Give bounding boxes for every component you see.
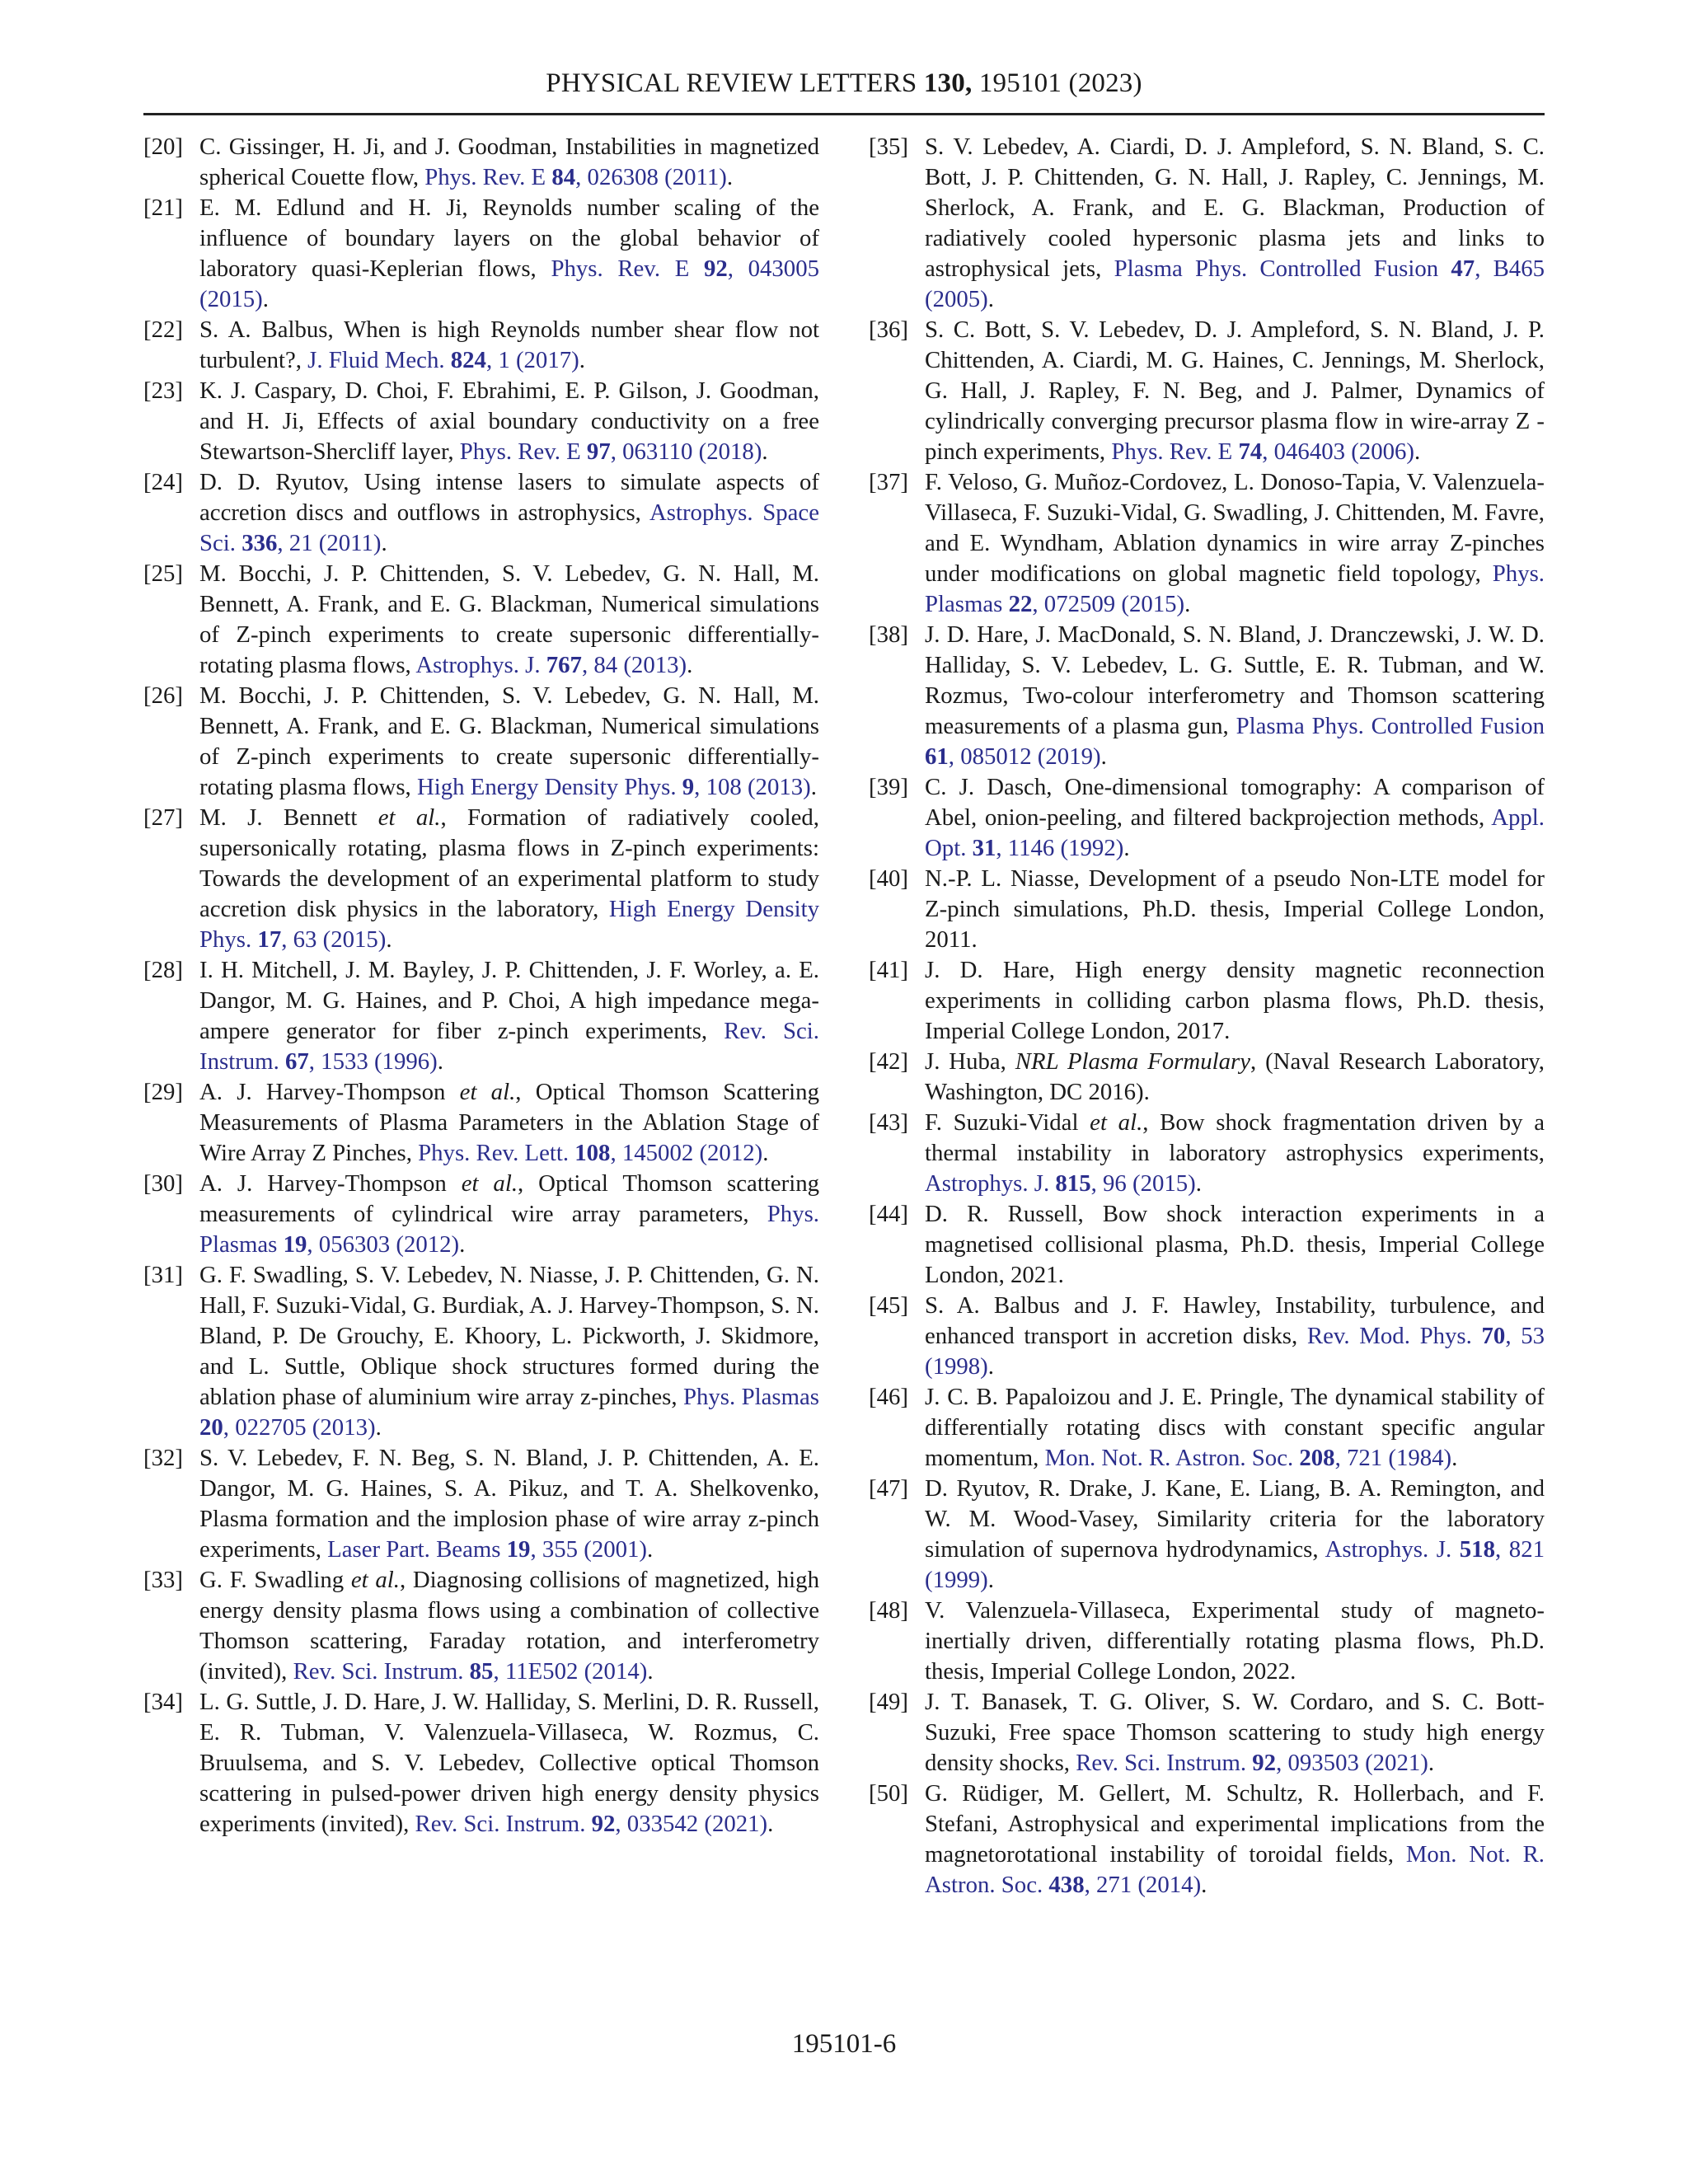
- reference-entry: [869, 1687, 1545, 1779]
- reference-text-segment: M. Bocchi, J. P. Chittenden, S. V. Lebedev, G. N. Hall, M. Bennett, A. Frank, and E. G. Blackman, Numerical simulations of Z-pinch experiments to create supersonic differentially-rotating plasma flows,: [199, 682, 819, 800]
- reference-text: [199, 1077, 819, 1169]
- reference-text: [199, 467, 819, 559]
- reference-text-segment: .: [1414, 438, 1421, 465]
- reference-text: [925, 1382, 1545, 1474]
- reference-text: [925, 315, 1545, 467]
- reference-text-segment: .: [987, 286, 994, 312]
- reference-text-segment: S. C. Bott, S. V. Lebedev, D. J. Ampleford, S. N. Bland, J. P. Chittenden, A. Ciardi, M. G. Haines, C. Jennings, M. Sherlock, G. Hall, J. Rapley, F. N. Beg, and J. Palmer, Dynamics of cylindrically converging precursor plasma flow in wire-array Z -pinch experiments,: [925, 316, 1545, 465]
- reference-number: [47]: [869, 1475, 908, 1502]
- citation-link[interactable]: , 11E502 (2014): [493, 1658, 648, 1685]
- citation-link[interactable]: 47: [1451, 255, 1475, 282]
- reference-text: [925, 1779, 1545, 1900]
- reference-entry: [143, 132, 819, 193]
- citation-link[interactable]: 31: [972, 835, 996, 861]
- reference-text-segment: I. H. Mitchell, J. M. Bayley, J. P. Chittenden, J. F. Worley, a. E. Dangor, M. G. Haines, and P. Choi, A high impedance mega-ampere generator for fiber z-pinch experiments,: [199, 957, 819, 1044]
- citation-link[interactable]: 67: [284, 1048, 309, 1075]
- reference-entry: [869, 772, 1545, 864]
- reference-text-segment: G. F. Swadling, S. V. Lebedev, N. Niasse, J. P. Chittenden, G. N. Hall, F. Suzuki-Vidal, G. Burdiak, A. J. Harvey-Thompson, S. N. Bland, P. De Grouchy, E. Khoory, L. Pickworth, J. Skidmore, and L. Suttle, Oblique shock structures formed during the ablation phase of aluminium wire array z-pinches,: [199, 1262, 819, 1410]
- citation-link[interactable]: , 043005 (2015): [199, 255, 820, 312]
- reference-number: [31]: [143, 1262, 183, 1288]
- citation-link[interactable]: Astrophys. J.: [415, 652, 546, 678]
- reference-number: [29]: [143, 1079, 183, 1105]
- reference-text-segment: .: [386, 926, 392, 953]
- reference-text-segment: .: [1451, 1445, 1458, 1471]
- reference-text: [925, 1474, 1545, 1596]
- citation-link[interactable]: 19: [283, 1231, 307, 1258]
- reference-entry: [869, 1596, 1545, 1687]
- reference-text-segment: .: [762, 438, 768, 465]
- reference-number: [23]: [143, 377, 183, 404]
- reference-text-segment: M. Bocchi, J. P. Chittenden, S. V. Lebedev, G. N. Hall, M. Bennett, A. Frank, and E. G. Blackman, Numerical simulations of Z-pinch experiments to create supersonic differentially-rotating plasma flows,: [199, 560, 819, 678]
- italic-text: et al.: [350, 1567, 400, 1593]
- reference-text: [925, 1199, 1545, 1291]
- reference-number: [46]: [869, 1384, 908, 1410]
- reference-entry: [869, 1291, 1545, 1382]
- citation-link[interactable]: High Energy Density Phys.: [199, 896, 819, 953]
- reference-text: [199, 1565, 819, 1687]
- citation-link[interactable]: Laser Part. Beams: [327, 1536, 507, 1563]
- reference-text-segment: E. M. Edlund and H. Ji, Reynolds number scaling of the influence of boundary layers on the global behavior of laboratory quasi-Keplerian flows,: [199, 194, 819, 282]
- reference-text-segment: V. Valenzuela-Villaseca, Experimental study of magneto-inertially driven, differentially rotating plasma flows, Ph.D. thesis, Imperial College London, 2022.: [925, 1597, 1545, 1685]
- reference-text-segment: N.-P. L. Niasse, Development of a pseudo Non-LTE model for Z-pinch simulations, Ph.D. thesis, Imperial College London, 2011.: [925, 865, 1545, 953]
- reference-text: [925, 864, 1545, 955]
- italic-text: et al.: [459, 1079, 516, 1105]
- reference-text-segment: .: [459, 1231, 466, 1258]
- citation-link[interactable]: Rev. Sci. Instrum.: [293, 1658, 470, 1685]
- reference-text-segment: , Formation of radiatively cooled, supersonically rotating, plasma flows in Z-pinch experiments: Towards the development of an experimental platform to study accretion disk physics in the laboratory,: [199, 804, 819, 922]
- citation-link[interactable]: , 271 (2014): [1084, 1872, 1202, 1898]
- reference-text: [199, 1169, 819, 1260]
- reference-entry: [143, 681, 819, 803]
- reference-text-segment: .: [810, 774, 817, 800]
- reference-text-segment: A. J. Harvey-Thompson: [199, 1170, 462, 1197]
- reference-text-segment: .: [262, 286, 269, 312]
- reference-text-segment: , Optical Thomson scattering measurements of cylindrical wire array parameters,: [199, 1170, 819, 1227]
- citation-link[interactable]: 208: [1299, 1445, 1335, 1471]
- reference-number: [39]: [869, 774, 908, 800]
- reference-text: [199, 955, 819, 1077]
- reference-entry: [143, 955, 819, 1077]
- reference-entry: [869, 1108, 1545, 1199]
- citation-link[interactable]: Rev. Sci. Instrum.: [199, 1018, 819, 1075]
- reference-text-segment: , (Naval Research Laboratory, Washington, DC 2016).: [925, 1048, 1545, 1105]
- article-number: 195101 (2023): [978, 68, 1142, 98]
- reference-text-segment: .: [726, 164, 734, 190]
- citation-link[interactable]: , 085012 (2019): [948, 743, 1101, 770]
- reference-entry: [869, 955, 1545, 1047]
- reference-entry: [143, 1169, 819, 1260]
- reference-number: [44]: [869, 1201, 908, 1227]
- reference-column-right: [869, 132, 1545, 1900]
- reference-text-segment: .: [1100, 743, 1107, 770]
- reference-text-segment: .: [1184, 591, 1191, 617]
- reference-text-segment: , Bow shock fragmentation driven by a thermal instability in laboratory astrophysics experiments,: [925, 1109, 1545, 1166]
- reference-number: [37]: [869, 469, 908, 495]
- reference-entry: [869, 620, 1545, 772]
- citation-link[interactable]: , 033542 (2021): [615, 1811, 768, 1837]
- reference-text: [925, 1596, 1545, 1687]
- citation-link[interactable]: Astrophys. J.: [1325, 1536, 1460, 1563]
- reference-text: [199, 1443, 819, 1565]
- citation-link[interactable]: , 108 (2013): [694, 774, 811, 800]
- italic-text: et al.: [461, 1170, 518, 1197]
- citation-link[interactable]: Rev. Mod. Phys.: [1306, 1323, 1482, 1349]
- reference-text: [925, 1687, 1545, 1779]
- reference-text: [925, 620, 1545, 772]
- citation-link[interactable]: , 96 (2015): [1090, 1170, 1196, 1197]
- reference-text: [199, 1687, 819, 1840]
- citation-link[interactable]: 438: [1048, 1872, 1085, 1898]
- citation-link[interactable]: , 145002 (2012): [610, 1140, 763, 1166]
- reference-text-segment: .: [647, 1536, 654, 1563]
- reference-entry: [143, 467, 819, 559]
- reference-text-segment: L. G. Suttle, J. D. Hare, J. W. Halliday, S. Merlini, D. R. Russell, E. R. Tubman, V. Valenzuela-Villaseca, W. Rozmus, C. Bruulsema, and S. V. Lebedev, Collective optical Thomson scattering in pulsed-power driven high energy density physics experiments (invited),: [199, 1689, 819, 1837]
- citation-link[interactable]: , 1533 (1996): [308, 1048, 438, 1075]
- reference-text: [199, 1260, 819, 1443]
- citation-link[interactable]: , 093503 (2021): [1276, 1750, 1428, 1776]
- citation-link[interactable]: 336: [241, 530, 278, 556]
- reference-number: [25]: [143, 560, 183, 587]
- reference-column-left: [143, 132, 819, 1840]
- citation-link[interactable]: 92: [703, 255, 728, 282]
- citation-link[interactable]: Rev. Sci. Instrum.: [415, 1811, 592, 1837]
- reference-entry: [869, 1382, 1545, 1474]
- citation-link[interactable]: 22: [1008, 591, 1033, 617]
- reference-entry: [143, 1687, 819, 1840]
- reference-text-segment: J. D. Hare, J. MacDonald, S. N. Bland, J. Dranczewski, J. W. D. Halliday, S. V. Lebedev, L. G. Suttle, E. R. Tubman, and W. Rozmus, Two-colour interferometry and Thomson scattering measurements of a plasma gun,: [925, 621, 1545, 739]
- reference-number: [43]: [869, 1109, 908, 1136]
- reference-text: [199, 803, 819, 955]
- reference-text: [925, 467, 1545, 620]
- reference-text-segment: S. V. Lebedev, A. Ciardi, D. J. Ampleford, S. N. Bland, S. C. Bott, J. P. Chittenden, G. N. Hall, J. Rapley, C. Jennings, M. Sherlock, A. Frank, and E. G. Blackman, Production of radiatively cooled hypersonic plasma jets and links to astrophysical jets,: [925, 134, 1545, 282]
- reference-number: [26]: [143, 682, 183, 709]
- citation-link[interactable]: , B465 (2005): [925, 255, 1545, 312]
- reference-entry: [869, 1474, 1545, 1596]
- reference-text-segment: S. V. Lebedev, F. N. Beg, S. N. Bland, J. P. Chittenden, A. E. Dangor, M. G. Haines, S. A. Pikuz, and T. A. Shelkovenko, Plasma formation and the implosion phase of wire array z-pinch experiments,: [199, 1445, 819, 1563]
- reference-entry: [143, 1260, 819, 1443]
- reference-entry: [869, 864, 1545, 955]
- reference-text-segment: K. J. Caspary, D. Choi, F. Ebrahimi, E. P. Gilson, J. Goodman, and H. Ji, Effects of axial boundary conductivity on a free Stewartson-Shercliff layer,: [199, 377, 819, 465]
- reference-text-segment: S. A. Balbus and J. F. Hawley, Instability, turbulence, and enhanced transport in accretion disks,: [925, 1292, 1545, 1349]
- reference-number: [48]: [869, 1597, 908, 1624]
- citation-link[interactable]: , 1 (2017): [485, 347, 579, 373]
- reference-entry: [869, 1199, 1545, 1291]
- reference-text-segment: F. Suzuki-Vidal: [925, 1109, 1090, 1136]
- reference-text-segment: .: [1201, 1872, 1207, 1898]
- citation-link[interactable]: Phys. Plasmas: [682, 1384, 819, 1410]
- citation-link[interactable]: , 072509 (2015): [1032, 591, 1185, 617]
- citation-link[interactable]: Mon. Not. R. Astron. Soc.: [925, 1841, 1545, 1898]
- reference-text-segment: G. F. Swadling: [199, 1567, 351, 1593]
- italic-text: NRL Plasma Formulary: [1015, 1048, 1250, 1075]
- citation-link[interactable]: 19: [506, 1536, 531, 1563]
- reference-text: [199, 376, 819, 467]
- reference-number: [32]: [143, 1445, 183, 1471]
- reference-number: [36]: [869, 316, 908, 343]
- reference-text-segment: .: [1428, 1750, 1435, 1776]
- reference-number: [42]: [869, 1048, 908, 1075]
- reference-text-segment: J. T. Banasek, T. G. Oliver, S. W. Cordaro, and S. C. Bott-Suzuki, Free space Thomson scattering to study high energy density shocks,: [925, 1689, 1545, 1776]
- reference-text: [925, 1108, 1545, 1199]
- italic-text: et al.: [377, 804, 441, 831]
- reference-text-segment: D. R. Russell, Bow shock interaction experiments in a magnetised collisional plasma, Ph.D. thesis, Imperial College London, 2021.: [925, 1201, 1545, 1288]
- reference-text-segment: M. J. Bennett: [199, 804, 378, 831]
- reference-text-segment: D. D. Ryutov, Using intense lasers to simulate aspects of accretion discs and outflows in astrophysics,: [199, 469, 819, 526]
- reference-text: [925, 955, 1545, 1047]
- reference-entry: [143, 1077, 819, 1169]
- citation-link[interactable]: , 1146 (1992): [996, 835, 1124, 861]
- reference-text: [925, 132, 1545, 315]
- reference-text-segment: G. Rüdiger, M. Gellert, M. Schultz, R. Hollerbach, and F. Stefani, Astrophysical and experimental implications from the magnetorotational instability of toroidal fields,: [925, 1780, 1545, 1868]
- reference-entry: [143, 315, 819, 376]
- citation-link[interactable]: 70: [1481, 1323, 1506, 1349]
- reference-text-segment: C. Gissinger, H. Ji, and J. Goodman, Instabilities in magnetized spherical Couette flow,: [199, 134, 819, 190]
- citation-link[interactable]: Phys. Rev. E: [459, 438, 587, 465]
- reference-number: [50]: [869, 1780, 908, 1807]
- citation-link[interactable]: 92: [1252, 1750, 1277, 1776]
- reference-entry: [143, 376, 819, 467]
- reference-number: [49]: [869, 1689, 908, 1715]
- citation-link[interactable]: 767: [546, 652, 582, 678]
- reference-number: [27]: [143, 804, 183, 831]
- reference-number: [45]: [869, 1292, 908, 1319]
- reference-number: [28]: [143, 957, 183, 983]
- reference-number: [34]: [143, 1689, 183, 1715]
- reference-text-segment: .: [647, 1658, 654, 1685]
- citation-link[interactable]: 17: [257, 926, 282, 953]
- citation-link[interactable]: 85: [469, 1658, 494, 1685]
- citation-link[interactable]: Plasma Phys. Controlled Fusion: [1236, 713, 1545, 739]
- citation-link[interactable]: High Energy Density Phys.: [416, 774, 682, 800]
- running-header: [143, 68, 1545, 99]
- reference-text-segment: A. J. Harvey-Thompson: [199, 1079, 460, 1105]
- reference-entry: [143, 803, 819, 955]
- reference-number: [38]: [869, 621, 908, 648]
- reference-text-segment: .: [579, 347, 585, 373]
- citation-link[interactable]: , 821 (1999): [925, 1536, 1545, 1593]
- page-number: 195101-6: [791, 2029, 897, 2059]
- reference-text-segment: J. D. Hare, High energy density magnetic reconnection experiments in colliding carbon plasma flows, Ph.D. thesis, Imperial College London, 2017.: [925, 957, 1545, 1044]
- reference-text-segment: .: [375, 1414, 382, 1441]
- reference-entry: [143, 193, 819, 315]
- reference-text-segment: .: [1195, 1170, 1202, 1197]
- citation-link[interactable]: Mon. Not. R. Astron. Soc.: [1044, 1445, 1300, 1471]
- citation-link[interactable]: , 53 (1998): [925, 1323, 1545, 1380]
- citation-link[interactable]: Phys. Plasmas: [925, 560, 1545, 617]
- journal-volume: 130,: [923, 68, 973, 98]
- reference-text: [925, 1047, 1545, 1108]
- reference-entry: [869, 132, 1545, 315]
- citation-link[interactable]: 824: [450, 347, 486, 373]
- reference-entry: [869, 315, 1545, 467]
- reference-text-segment: .: [381, 530, 387, 556]
- reference-text: [199, 559, 819, 681]
- reference-text-segment: .: [1123, 835, 1130, 861]
- citation-link[interactable]: 97: [586, 438, 611, 465]
- reference-text-segment: D. Ryutov, R. Drake, J. Kane, E. Liang, B. A. Remington, and W. M. Wood-Vasey, Similarity criteria for the laboratory simulation of supernova hydrodynamics,: [925, 1475, 1545, 1563]
- citation-link[interactable]: 518: [1459, 1536, 1495, 1563]
- citation-link[interactable]: Appl. Opt.: [925, 804, 1545, 861]
- reference-number: [40]: [869, 865, 908, 892]
- reference-number: [30]: [143, 1170, 183, 1197]
- citation-link[interactable]: 108: [574, 1140, 611, 1166]
- citation-link[interactable]: Phys. Rev. E: [424, 164, 552, 190]
- citation-link[interactable]: , 355 (2001): [530, 1536, 648, 1563]
- citation-link[interactable]: 815: [1055, 1170, 1091, 1197]
- reference-entry: [869, 1779, 1545, 1900]
- header-rule: [143, 113, 1545, 115]
- reference-text-segment: J. C. B. Papaloizou and J. E. Pringle, The dynamical stability of differentially rotating discs with constant specific angular momentum,: [925, 1384, 1545, 1471]
- reference-text-segment: , Diagnosing collisions of magnetized, high energy density plasma flows using a combination of collective Thomson scattering, Faraday rotation, and interferometry (invited),: [199, 1567, 819, 1685]
- reference-text: [199, 315, 819, 376]
- reference-text-segment: .: [687, 652, 693, 678]
- reference-number: [22]: [143, 316, 183, 343]
- citation-link[interactable]: , 056303 (2012): [307, 1231, 460, 1258]
- reference-entry: [869, 1047, 1545, 1108]
- citation-link[interactable]: 61: [925, 743, 949, 770]
- citation-link[interactable]: 92: [591, 1811, 616, 1837]
- reference-number: [24]: [143, 469, 183, 495]
- citation-link[interactable]: Plasma Phys. Controlled Fusion: [1114, 255, 1451, 282]
- citation-link[interactable]: Phys. Rev. E: [1111, 438, 1239, 465]
- reference-entry: [143, 1565, 819, 1687]
- citation-link[interactable]: , 721 (1984): [1334, 1445, 1452, 1471]
- reference-text: [925, 1291, 1545, 1382]
- citation-link[interactable]: 84: [551, 164, 576, 190]
- citation-link[interactable]: Phys. Plasmas: [199, 1201, 819, 1258]
- reference-text-segment: .: [987, 1353, 994, 1380]
- reference-text-segment: .: [767, 1811, 774, 1837]
- reference-text-segment: , Optical Thomson Scattering Measurements of Plasma Parameters in the Ablation Stage of Wire Array Z Pinches,: [199, 1079, 819, 1166]
- citation-link[interactable]: , 022705 (2013): [223, 1414, 376, 1441]
- citation-link[interactable]: , 046403 (2006): [1262, 438, 1414, 465]
- reference-text: [925, 772, 1545, 864]
- reference-text-segment: .: [437, 1048, 443, 1075]
- reference-number: [33]: [143, 1567, 183, 1593]
- reference-text: [199, 132, 819, 193]
- citation-link[interactable]: 20: [199, 1414, 223, 1441]
- reference-number: [21]: [143, 194, 183, 221]
- reference-text-segment: J. Huba,: [925, 1048, 1015, 1075]
- reference-text-segment: .: [762, 1140, 769, 1166]
- citation-link[interactable]: Phys. Rev. E: [551, 255, 704, 282]
- citation-link[interactable]: Rev. Sci. Instrum.: [1076, 1750, 1253, 1776]
- citation-link[interactable]: 9: [682, 774, 695, 800]
- reference-text: [199, 681, 819, 803]
- citation-link[interactable]: , 026308 (2011): [575, 164, 727, 190]
- reference-entry: [143, 559, 819, 681]
- italic-text: et al.: [1090, 1109, 1143, 1136]
- citation-link[interactable]: Phys. Rev. Lett.: [418, 1140, 575, 1166]
- journal-name: PHYSICAL REVIEW LETTERS: [546, 68, 917, 98]
- citation-link[interactable]: Astrophys. Space Sci.: [199, 499, 819, 556]
- reference-number: [20]: [143, 134, 183, 160]
- citation-link[interactable]: , 63 (2015): [281, 926, 387, 953]
- citation-link[interactable]: 74: [1238, 438, 1263, 465]
- citation-link[interactable]: , 84 (2013): [581, 652, 687, 678]
- reference-entry: [143, 1443, 819, 1565]
- citation-link[interactable]: J. Fluid Mech.: [307, 347, 451, 373]
- reference-text-segment: .: [987, 1567, 994, 1593]
- citation-link[interactable]: , 063110 (2018): [610, 438, 762, 465]
- reference-text: [199, 193, 819, 315]
- citation-link[interactable]: , 21 (2011): [277, 530, 382, 556]
- reference-text-segment: C. J. Dasch, One-dimensional tomography: A comparison of Abel, onion-peeling, and filtered backprojection methods,: [925, 774, 1545, 831]
- reference-number: [35]: [869, 134, 908, 160]
- reference-text-segment: S. A. Balbus, When is high Reynolds number shear flow not turbulent?,: [199, 316, 819, 373]
- reference-number: [41]: [869, 957, 908, 983]
- reference-text-segment: F. Veloso, G. Muñoz-Cordovez, L. Donoso-Tapia, V. Valenzuela-Villaseca, F. Suzuki-Vidal, G. Swadling, J. Chittenden, M. Favre, and E. Wyndham, Ablation dynamics in wire array Z-pinches under modifications on global magnetic field topology,: [925, 469, 1545, 587]
- citation-link[interactable]: Astrophys. J.: [925, 1170, 1056, 1197]
- reference-entry: [869, 467, 1545, 620]
